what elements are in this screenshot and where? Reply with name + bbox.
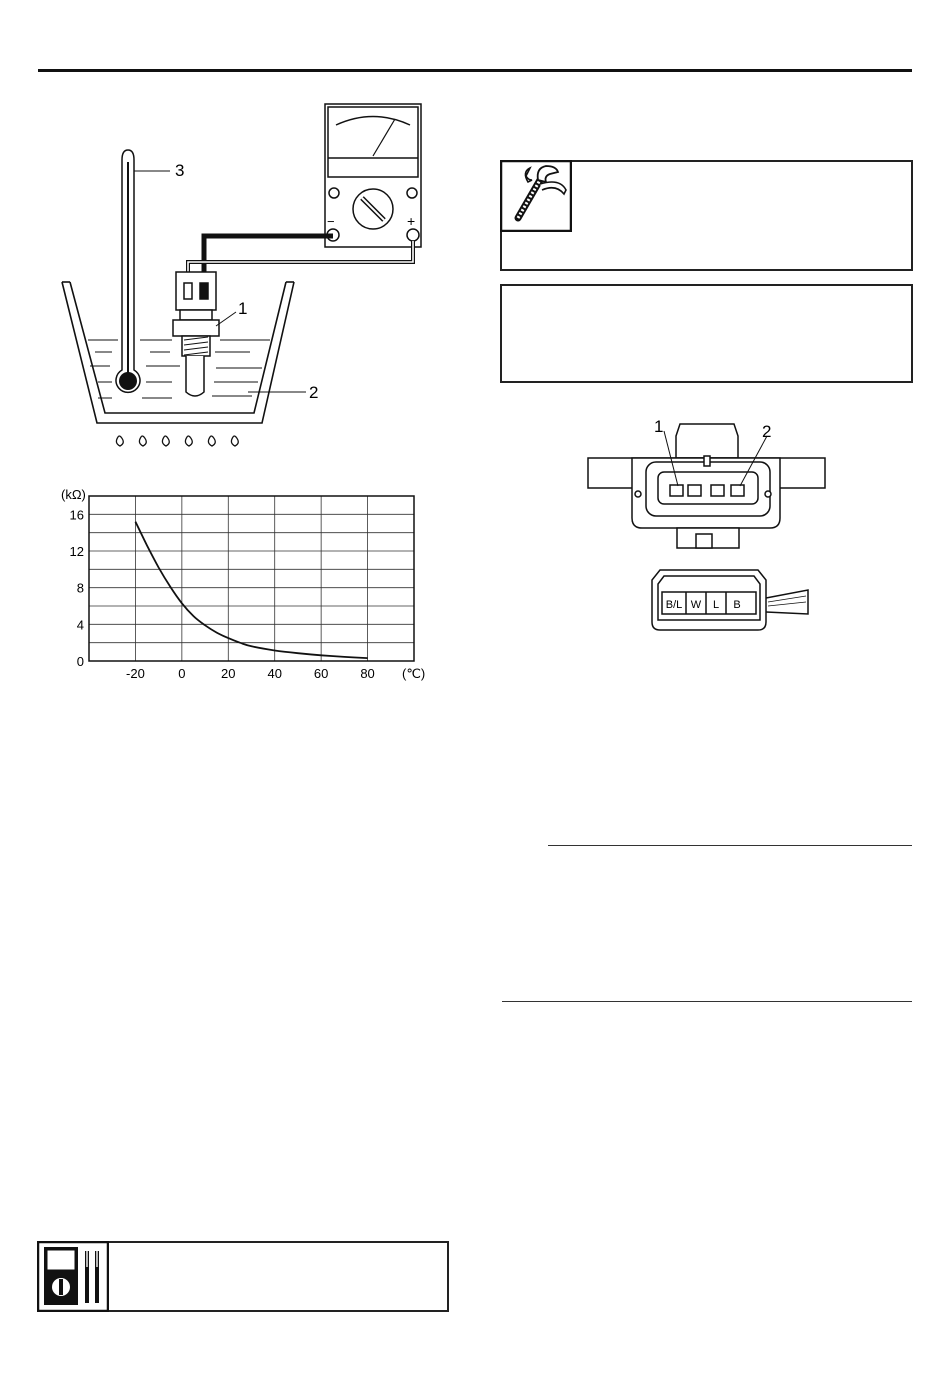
x-tick-label: 60 — [313, 666, 329, 681]
water-surface — [88, 340, 270, 398]
page-header-rule — [38, 69, 912, 72]
y-tick-label: 8 — [76, 580, 84, 596]
pin-label-l: L — [712, 599, 720, 611]
pin-label-bl: B/L — [665, 599, 683, 611]
x-unit-label: (℃) — [402, 666, 426, 681]
special-tool-icon — [500, 160, 572, 232]
chart-plot-frame — [89, 496, 414, 661]
plus-terminal-label: + — [407, 213, 416, 229]
resistance-curve — [135, 522, 367, 658]
tester-note-box — [37, 1241, 449, 1312]
connector-callout-1: 1 — [654, 417, 664, 436]
y-tick-label: 4 — [76, 617, 84, 633]
y-tick-label: 0 — [76, 654, 84, 669]
x-tick-label: 0 — [178, 666, 186, 681]
callout-3: 3 — [175, 161, 185, 180]
minus-terminal-label: − — [327, 214, 335, 229]
x-tick-label: 80 — [360, 666, 375, 681]
note-top-rule — [548, 845, 912, 846]
resistance-temperature-chart — [50, 480, 450, 690]
y-unit-label: (kΩ) — [61, 487, 86, 502]
temperature-sensor — [173, 272, 219, 396]
connector-callout-2: 2 — [762, 422, 772, 441]
thermometer — [116, 150, 140, 392]
sensor-connector-figure — [585, 415, 830, 635]
red-test-lead — [188, 241, 413, 292]
chart-grid — [89, 496, 414, 661]
x-tick-label: -20 — [126, 666, 145, 681]
callout-1: 1 — [238, 299, 248, 318]
y-tick-label: 12 — [69, 544, 84, 559]
pocket-tester-icon — [37, 1241, 109, 1312]
measurement-setup-figure — [40, 95, 480, 460]
burner-flames-icon — [116, 436, 238, 446]
x-tick-label: 40 — [267, 666, 282, 681]
pin-label-b: B — [733, 599, 741, 611]
sensor-body — [588, 424, 825, 548]
note-bottom-rule — [502, 1001, 912, 1002]
y-tick-label: 16 — [69, 507, 84, 523]
note-box — [500, 284, 913, 383]
x-tick-label: 20 — [221, 666, 236, 681]
tool-note-box — [500, 160, 913, 271]
pin-label-w: W — [690, 599, 702, 611]
callout-2: 2 — [309, 383, 319, 402]
